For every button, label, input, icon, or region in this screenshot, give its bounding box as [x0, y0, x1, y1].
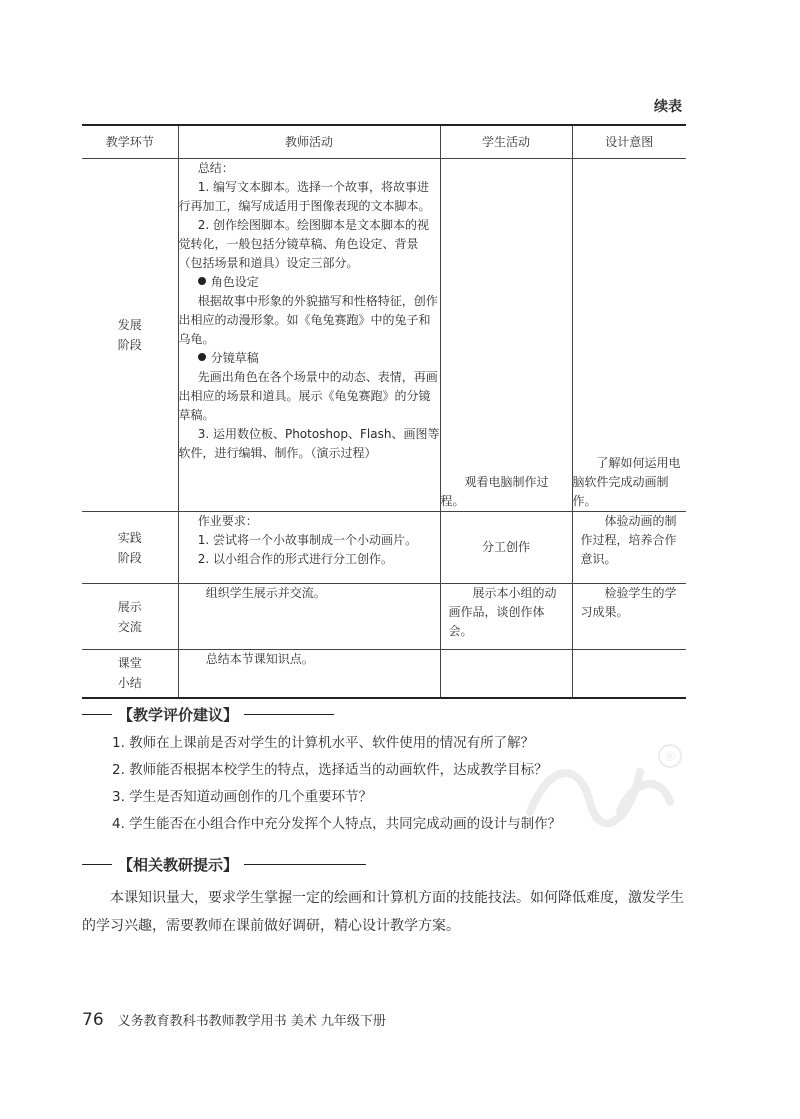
evaluation-heading: 【教学评价建议】	[82, 702, 334, 726]
header-stage: 教学环节	[82, 125, 178, 159]
teacher-activity-cell: 作业要求： 1. 尝试将一个小故事制成一个小动画片。 2. 以小组合作的形式进行分工创作。	[178, 512, 440, 584]
page-number: 76	[82, 1010, 104, 1030]
table-row-development	[82, 159, 686, 512]
header-teacher-activity: 教师活动	[178, 125, 440, 159]
header-design-intent: 设计意图	[572, 125, 686, 159]
heading-rule	[244, 714, 334, 715]
list-item: 4. 学生能否在小组合作中充分发挥个人特点，共同完成动画的设计与制作？	[112, 816, 562, 832]
student-activity-cell: 分工创作	[440, 512, 572, 584]
heading-rule	[82, 714, 112, 715]
design-intent-cell: 体验动画的制作过程，培养合作意识。	[572, 512, 686, 584]
research-paragraph: 本课知识量大，要求学生掌握一定的绘画和计算机方面的技能技法。如何降低难度，激发学生的学习兴趣，需要教师在课前做好调研，精心设计教学方案。	[82, 890, 684, 934]
step-software: 3. 运用数位板、Photoshop、Flash、画图等软件，进行编辑、制作。（演示过程）	[178, 427, 440, 460]
heading-rule	[244, 864, 366, 865]
summary-label: 总结：	[197, 161, 234, 175]
table-row-practice	[82, 512, 686, 584]
step-drawing-script: 2. 创作绘图脚本。绘图脚本是文本脚本的视觉转化，一般包括分镜草稿、角色设定、背景（包括场景和道具）设定三部分。	[178, 218, 429, 270]
stage-cell: 课堂 小结	[82, 650, 178, 698]
step-text-script: 1. 编写文本脚本。选择一个故事，将故事进行再加工，编写成适用于图像表现的文本脚本。	[178, 180, 431, 213]
stage-cell: 发展 阶段	[82, 159, 178, 512]
bullet-icon	[198, 353, 206, 361]
bullet-item: 角色设定	[179, 273, 440, 292]
teacher-activity-cell: 组织学生展示并交流。	[178, 584, 440, 650]
heading-rule	[82, 864, 112, 865]
student-activity-cell: 展示本小组的动画作品，谈创作体会。	[440, 584, 572, 650]
teacher-activity-cell: 总结本节课知识点。	[178, 650, 440, 698]
list-item: 3. 学生是否知道动画创作的几个重要环节？	[112, 789, 373, 805]
design-intent-cell: 检验学生的学习成果。	[572, 584, 686, 650]
table-row-exhibit	[82, 584, 686, 650]
list-item: 2. 教师能否根据本校学生的特点，选择适当的动画软件，达成教学目标？	[112, 762, 548, 778]
lesson-plan-table	[82, 124, 686, 699]
stage-cell: 实践 阶段	[82, 512, 178, 584]
bullet-icon	[198, 277, 206, 285]
design-intent-cell	[572, 650, 686, 698]
storyboard-text: 先画出角色在各个场景中的动态、表情，再画出相应的场景和道具。展示《龟兔赛跑》的分镜草稿。	[178, 370, 438, 422]
bullet-item: 分镜草稿	[179, 349, 440, 368]
student-activity-cell: 观看电脑制作过程。	[440, 159, 572, 512]
stage-cell: 展示 交流	[82, 584, 178, 650]
header-student-activity: 学生活动	[440, 125, 572, 159]
table-header-row	[82, 125, 686, 159]
svg-text:®: ®	[663, 750, 677, 765]
design-intent-cell: 了解如何运用电脑软件完成动画制作。	[572, 159, 686, 512]
page-footer	[82, 1010, 386, 1030]
publisher-watermark-icon	[520, 742, 690, 832]
table-row-summary	[82, 650, 686, 698]
list-item: 1. 教师在上课前是否对学生的计算机水平、软件使用的情况有所了解？	[112, 735, 535, 751]
research-heading: 【相关教研提示】	[82, 852, 366, 876]
character-design-text: 根据故事中形象的外貌描写和性格特征，创作出相应的动漫形象。如《龟兔赛跑》中的兔子和乌龟。	[178, 294, 438, 346]
teacher-activity-cell	[178, 159, 440, 512]
continued-table-label: 续表	[654, 99, 682, 115]
book-title: 义务教育教科书教师教学用书 美术 九年级下册	[117, 1014, 386, 1029]
student-activity-cell	[440, 650, 572, 698]
